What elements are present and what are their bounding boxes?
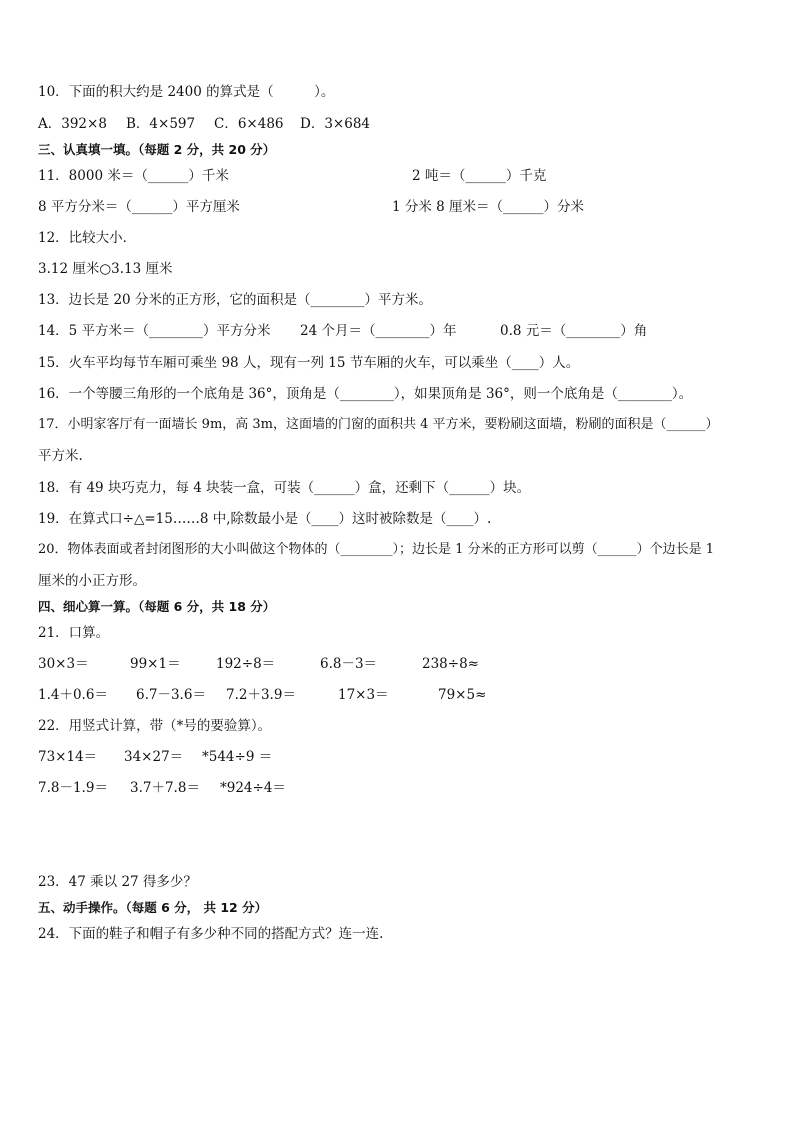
question-22: 22．用竖式计算，带（*号的要验算）。	[38, 718, 272, 734]
q21-calc: 238÷8≈	[422, 656, 479, 672]
q22-calc: 34×27＝	[124, 749, 184, 765]
section-5-heading: 五、动手操作。（每题 6 分， 共 12 分）	[38, 900, 268, 915]
q21-calc: 99×1＝	[130, 656, 181, 672]
q10-option-a: A．392×8	[38, 116, 107, 132]
question-23: 23．47 乘以 27 得多少？	[38, 874, 197, 890]
section-4-heading: 四、细心算一算。（每题 6 分，共 18 分）	[38, 599, 276, 614]
q22-calc: 7.8－1.9＝	[38, 780, 108, 796]
question-12: 12．比较大小．	[38, 230, 137, 246]
q22-calc: 73×14＝	[38, 749, 98, 765]
q21-calc: 6.8－3＝	[320, 656, 378, 672]
q10-option-c: C．6×486	[214, 116, 284, 132]
q21-calc: 17×3＝	[338, 687, 389, 703]
q11-item-4: 1 分米 8 厘米＝（______）分米	[392, 199, 585, 215]
q14-item-3: 0.8 元＝（________）角	[500, 323, 648, 339]
q21-calc: 79×5≈	[438, 687, 487, 703]
question-21: 21．口算。	[38, 625, 110, 641]
q21-calc: 1.4＋0.6＝	[38, 687, 108, 703]
q11-item-3: 8 平方分米＝（______）平方厘米	[38, 199, 240, 215]
question-15: 15．火车平均每节车厢可乘坐 98 人，现有一列 15 节车厢的火车，可以乘坐（____）人。	[38, 355, 580, 371]
q21-calc: 7.2＋3.9＝	[226, 687, 296, 703]
question-20-line-2: 厘米的小正方形。	[38, 573, 146, 589]
section-3-heading: 三、认真填一填。（每题 2 分，共 20 分）	[38, 142, 276, 157]
q11-item-2: 2 吨＝（______）千克	[412, 168, 547, 184]
question-24: 24．下面的鞋子和帽子有多少种不同的搭配方式？连一连.	[38, 926, 384, 942]
question-13: 13．边长是 20 分米的正方形，它的面积是（________）平方米。	[38, 292, 432, 308]
question-17-line-2: 平方米.	[38, 448, 83, 464]
q21-calc: 6.7－3.6＝	[136, 687, 206, 703]
question-18: 18．有 49 块巧克力，每 4 块装一盒，可装（______）盒，还剩下（______）块。	[38, 480, 531, 496]
question-16: 16．一个等腰三角形的一个底角是 36°，顶角是（________），如果顶角是 36°，则一个底角是（________）。	[38, 386, 693, 402]
q22-calc: *924÷4＝	[220, 780, 286, 796]
q14-item-2: 24 个月＝（________）年	[300, 323, 457, 339]
q11-item-1: 11．8000 米＝（______）千米	[38, 168, 229, 184]
q10-option-b: B．4×597	[126, 116, 196, 132]
q10-option-d: D．3×684	[300, 116, 370, 132]
q14-item-1: 14．5 平方米＝（________）平方分米	[38, 323, 271, 339]
question-17-line-1: 17．小明家客厅有一面墙长 9m，高 3m，这面墙的门窗的面积共 4 平方米，要粉刷这面墙，粉刷的面积是（______）	[38, 417, 719, 432]
question-19: 19．在算式口÷△=15……8 中,除数最小是（____）这时被除数是（____）.	[38, 511, 492, 527]
q21-calc: 192÷8＝	[216, 656, 276, 672]
q22-calc: 3.7＋7.8＝	[130, 780, 200, 796]
q21-calc: 30×3＝	[38, 656, 89, 672]
q12-compare: 3.12 厘米○3.13 厘米	[38, 261, 173, 277]
question-10: 10．下面的积大约是 2400 的算式是（ ）。	[38, 84, 335, 100]
q22-calc: *544÷9 ＝	[202, 749, 273, 765]
question-20-line-1: 20．物体表面或者封闭图形的大小叫做这个物体的（________）；边长是 1 分米的正方形可以剪（______）个边长是 1	[38, 542, 714, 557]
